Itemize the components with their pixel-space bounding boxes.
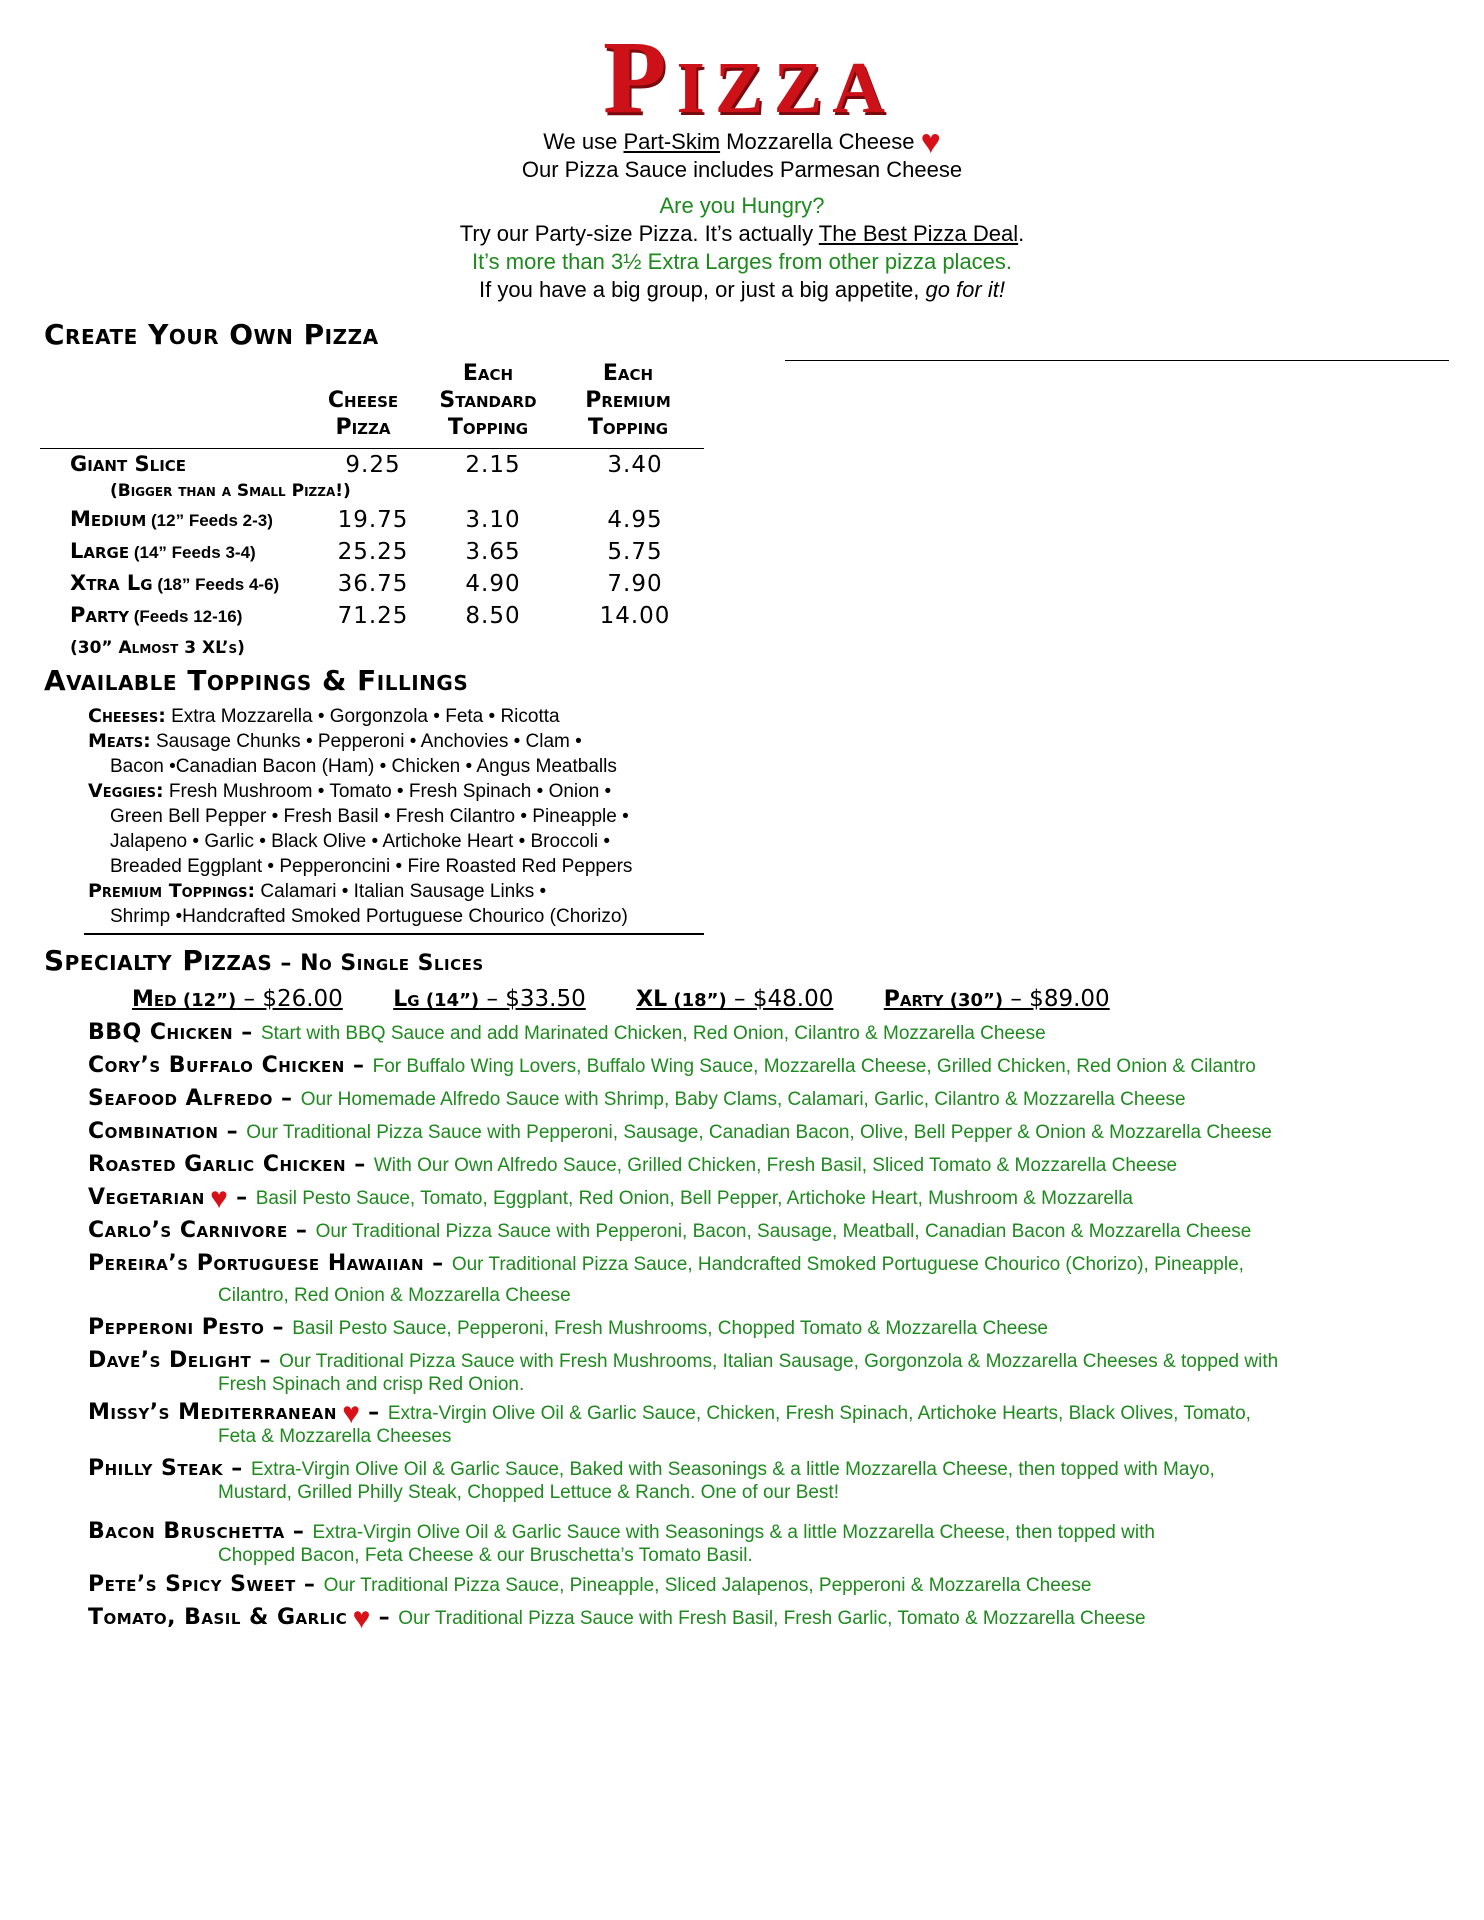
heart-icon: ♥ [920, 123, 941, 161]
premium-line: Premium Toppings: Calamari • Italian Sausage Links • [88, 880, 547, 902]
list-item: Roasted Garlic Chicken – With Our Own Alfredo Sauce, Grilled Chicken, Fresh Basil, Sliced Tomato & Mozzarella Cheese [88, 1152, 1178, 1177]
extra-large-line: It’s more than 3½ Extra Larges from other pizza places. [471, 249, 1013, 274]
party-deal-line: Try our Party-size Pizza. It’s actually The Best Pizza Deal. [459, 221, 1025, 246]
list-item: BBQ Chicken – Start with BBQ Sauce and add Marinated Chicken, Red Onion, Cilantro & Mozzarella Cheese [88, 1020, 1046, 1045]
list-item: Cory’s Buffalo Chicken – For Buffalo Wing Lovers, Buffalo Wing Sauce, Mozzarella Cheese, Grilled Chicken, Red Onion & Cilantro [88, 1053, 1256, 1078]
menu-header [0, 20, 1484, 304]
meats-line: Meats: Sausage Chunks • Pepperoni • Anchovies • Clam • [88, 730, 582, 752]
veggies-line: Veggies: Fresh Mushroom • Tomato • Fresh Spinach • Onion • [88, 780, 612, 802]
toppings-list [88, 704, 708, 929]
size-price-lg: Lg (14”) – $33.50 [393, 986, 586, 1012]
list-item: Missy’s Mediterranean ♥ – Extra-Virgin Olive Oil & Garlic Sauce, Chicken, Fresh Spinach, Artichoke Hearts, Black Olives, Tomato, Feta & Mozzarella Cheeses [88, 1397, 1251, 1447]
heart-icon: ♥ [342, 1397, 361, 1430]
table-header-rule [40, 448, 704, 449]
size-price-med: Med (12”) – $26.00 [132, 986, 343, 1012]
size-price-xl: XL (18”) – $48.00 [636, 986, 834, 1012]
party-size-note: (30” Almost 3 XL’s) [70, 638, 245, 658]
list-item: Philly Steak – Extra-Virgin Olive Oil & Garlic Sauce, Baked with Seasonings & a little Mozzarella Cheese, then topped with Mayo, Mustard, Grilled Philly Steak, Chopped Lettuce & Ranch. One of our Best! [88, 1456, 1215, 1503]
cheeses-line: Cheeses: Extra Mozzarella • Gorgonzola • Feta • Ricotta [88, 705, 560, 727]
list-item: Vegetarian ♥ – Basil Pesto Sauce, Tomato, Eggplant, Red Onion, Bell Pepper, Artichoke Heart, Mushroom & Mozzarella [88, 1182, 1133, 1215]
list-item: Pepperoni Pesto – Basil Pesto Sauce, Pepperoni, Fresh Mushrooms, Chopped Tomato & Mozzarella Cheese [88, 1315, 1049, 1340]
meats-line: Bacon •Canadian Bacon (Ham) • Chicken • Angus Meatballs [110, 756, 617, 777]
veggies-line: Jalapeno • Garlic • Black Olive • Artichoke Heart • Broccoli • [110, 831, 611, 852]
toppings-rule [84, 933, 704, 935]
specialty-title: Specialty Pizzas – No Single Slices [44, 944, 484, 977]
list-item: Tomato, Basil & Garlic ♥ – Our Traditional Pizza Sauce with Fresh Basil, Fresh Garlic, Tomato & Mozzarella Cheese [88, 1602, 1146, 1635]
sauce-note: Our Pizza Sauce includes Parmesan Cheese [521, 157, 963, 182]
pizza-logo: Pizza [602, 20, 896, 135]
size-price-party: Party (30”) – $89.00 [883, 986, 1110, 1012]
hungry-line: Are you Hungry? [659, 193, 825, 218]
specialty-list [88, 1021, 1458, 1639]
cheese-note: We use Part-Skim Mozzarella Cheese ♥ [543, 123, 941, 161]
heart-icon: ♥ [210, 1182, 228, 1215]
list-item: Dave’s Delight – Our Traditional Pizza Sauce with Fresh Mushrooms, Italian Sausage, Gorgonzola & Mozzarella Cheeses & topped with Fresh Spinach and crisp Red Onion. [88, 1348, 1279, 1395]
list-item: Carlo’s Carnivore – Our Traditional Pizza Sauce with Pepperoni, Bacon, Sausage, Meatball, Canadian Bacon & Mozzarella Cheese [88, 1218, 1252, 1243]
specialty-size-prices [132, 985, 1154, 1012]
big-group-line: If you have a big group, or just a big appetite, go for it! [479, 277, 1005, 302]
giant-slice-note: (Bigger than a Small Pizza!) [110, 481, 351, 501]
header-premium-topping: Each Premium Topping [585, 361, 671, 440]
divider-line [785, 360, 1449, 361]
heart-icon: ♥ [352, 1602, 371, 1635]
veggies-line: Breaded Eggplant • Pepperoncini • Fire Roasted Red Peppers [110, 856, 633, 877]
list-item: Pereira’s Portuguese Hawaiian – Our Traditional Pizza Sauce, Handcrafted Smoked Portuguese Chourico (Chorizo), Pineapple, Cilantro, Red Onion & Mozzarella Cheese [88, 1251, 1244, 1306]
list-item: Seafood Alfredo – Our Homemade Alfredo Sauce with Shrimp, Baby Clams, Calamari, Garlic, Cilantro & Mozzarella Cheese [88, 1086, 1186, 1111]
list-item: Pete’s Spicy Sweet – Our Traditional Pizza Sauce, Pineapple, Sliced Jalapenos, Pepperoni & Mozzarella Cheese [88, 1572, 1092, 1597]
list-item: Combination – Our Traditional Pizza Sauce with Pepperoni, Sausage, Canadian Bacon, Olive, Bell Pepper & Onion & Mozzarella Cheese [88, 1119, 1272, 1144]
header-cheese-pizza: Cheese Pizza [327, 388, 399, 440]
veggies-line: Green Bell Pepper • Fresh Basil • Fresh Cilantro • Pineapple • [110, 806, 629, 827]
premium-line: Shrimp •Handcrafted Smoked Portuguese Chourico (Chorizo) [110, 906, 628, 927]
toppings-title: Available Toppings & Fillings [44, 664, 469, 697]
create-your-own-title: Create Your Own Pizza [44, 318, 379, 351]
header-standard-topping: Each Standard Topping [439, 361, 537, 440]
list-item: Bacon Bruschetta – Extra-Virgin Olive Oil & Garlic Sauce with Seasonings & a little Mozzarella Cheese, then topped with Chopped Bacon, Feta Cheese & our Bruschetta’s Tomato Basil. [88, 1519, 1155, 1566]
